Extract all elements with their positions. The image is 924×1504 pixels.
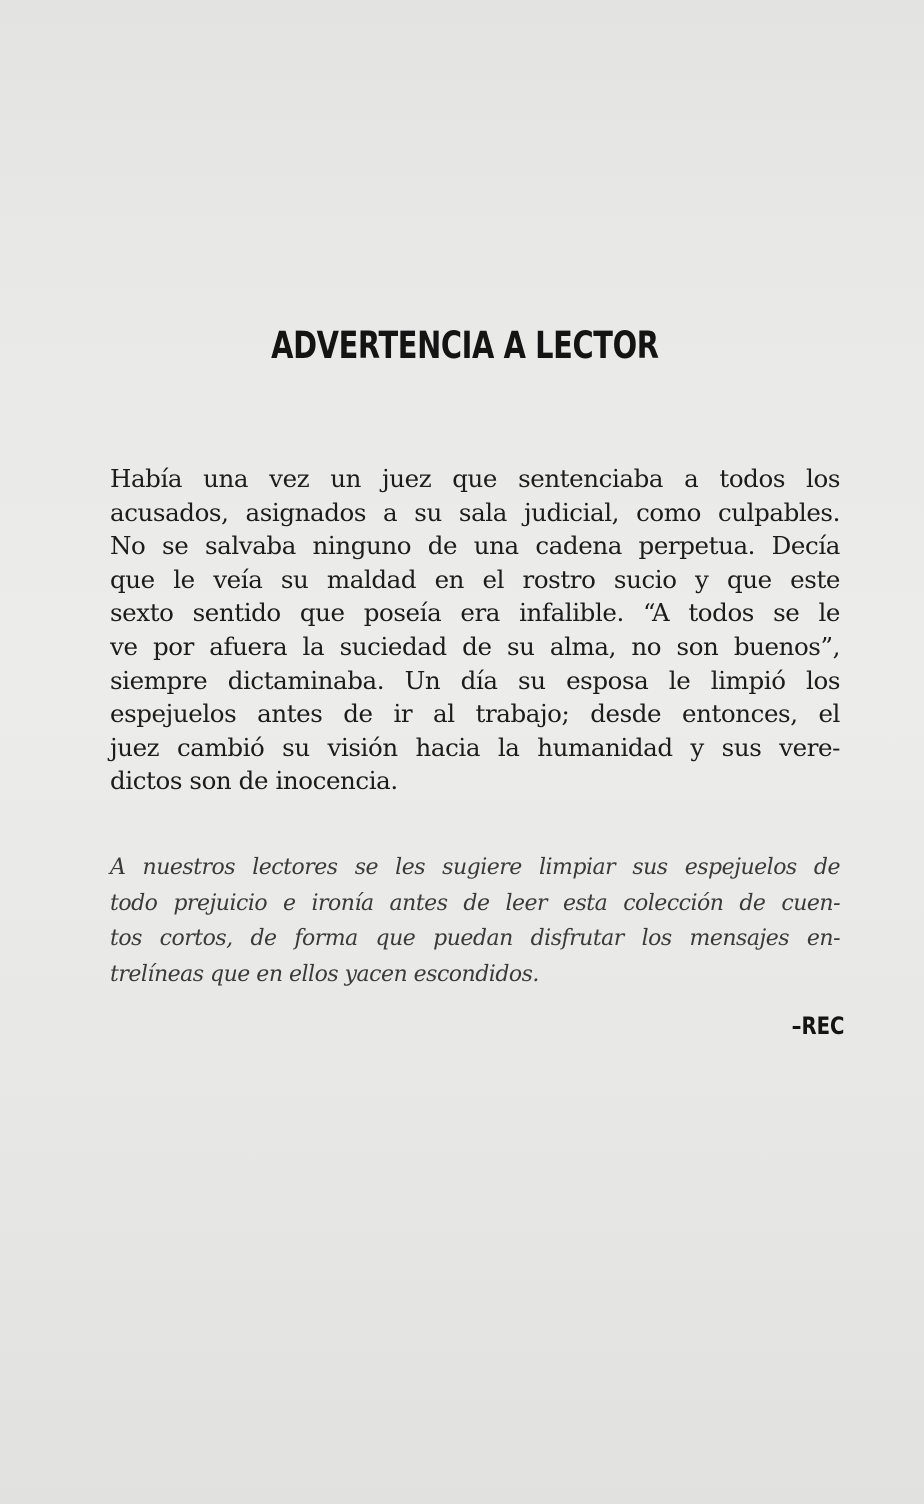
story-line: sexto sentido que poseía era infalible. “A todos se le [110,598,840,628]
story-line: acusados, asignados a su sala judicial, como culpables. [110,497,840,527]
story-line: ve por afuera la suciedad de su alma, no son buenos”, [110,631,840,661]
note-line: trelíneas que en ellos yacen escondidos. [110,961,539,987]
story-paragraph [110,462,840,798]
story-line: espejuelos antes de ir al trabajo; desde entonces, el [110,699,840,729]
story-line: Había una vez un juez que sentenciaba a todos los [110,464,840,493]
reader-note [110,850,840,992]
note-line: tos cortos, de forma que puedan disfrutar los mensajes en- [110,926,840,951]
story-line: siempre dictaminaba. Un día su esposa le limpió los [110,665,840,695]
page-title: ADVERTENCIA A LECTOR [271,324,659,367]
story-line: que le veía su maldad en el rostro sucio y que este [110,564,840,594]
story-line: dictos son de inocencia. [110,766,398,796]
story-line: juez cambió su visión hacia la humanidad y sus vere- [110,732,840,762]
note-line: A nuestros lectores se les sugiere limpiar sus espejuelos de [110,855,840,880]
story-line: No se salvaba ninguno de una cadena perpetua. Decía [110,531,840,561]
note-line: todo prejuicio e ironía antes de leer esta colección de cuen- [110,890,840,916]
author-signature: –REC [791,1012,844,1040]
